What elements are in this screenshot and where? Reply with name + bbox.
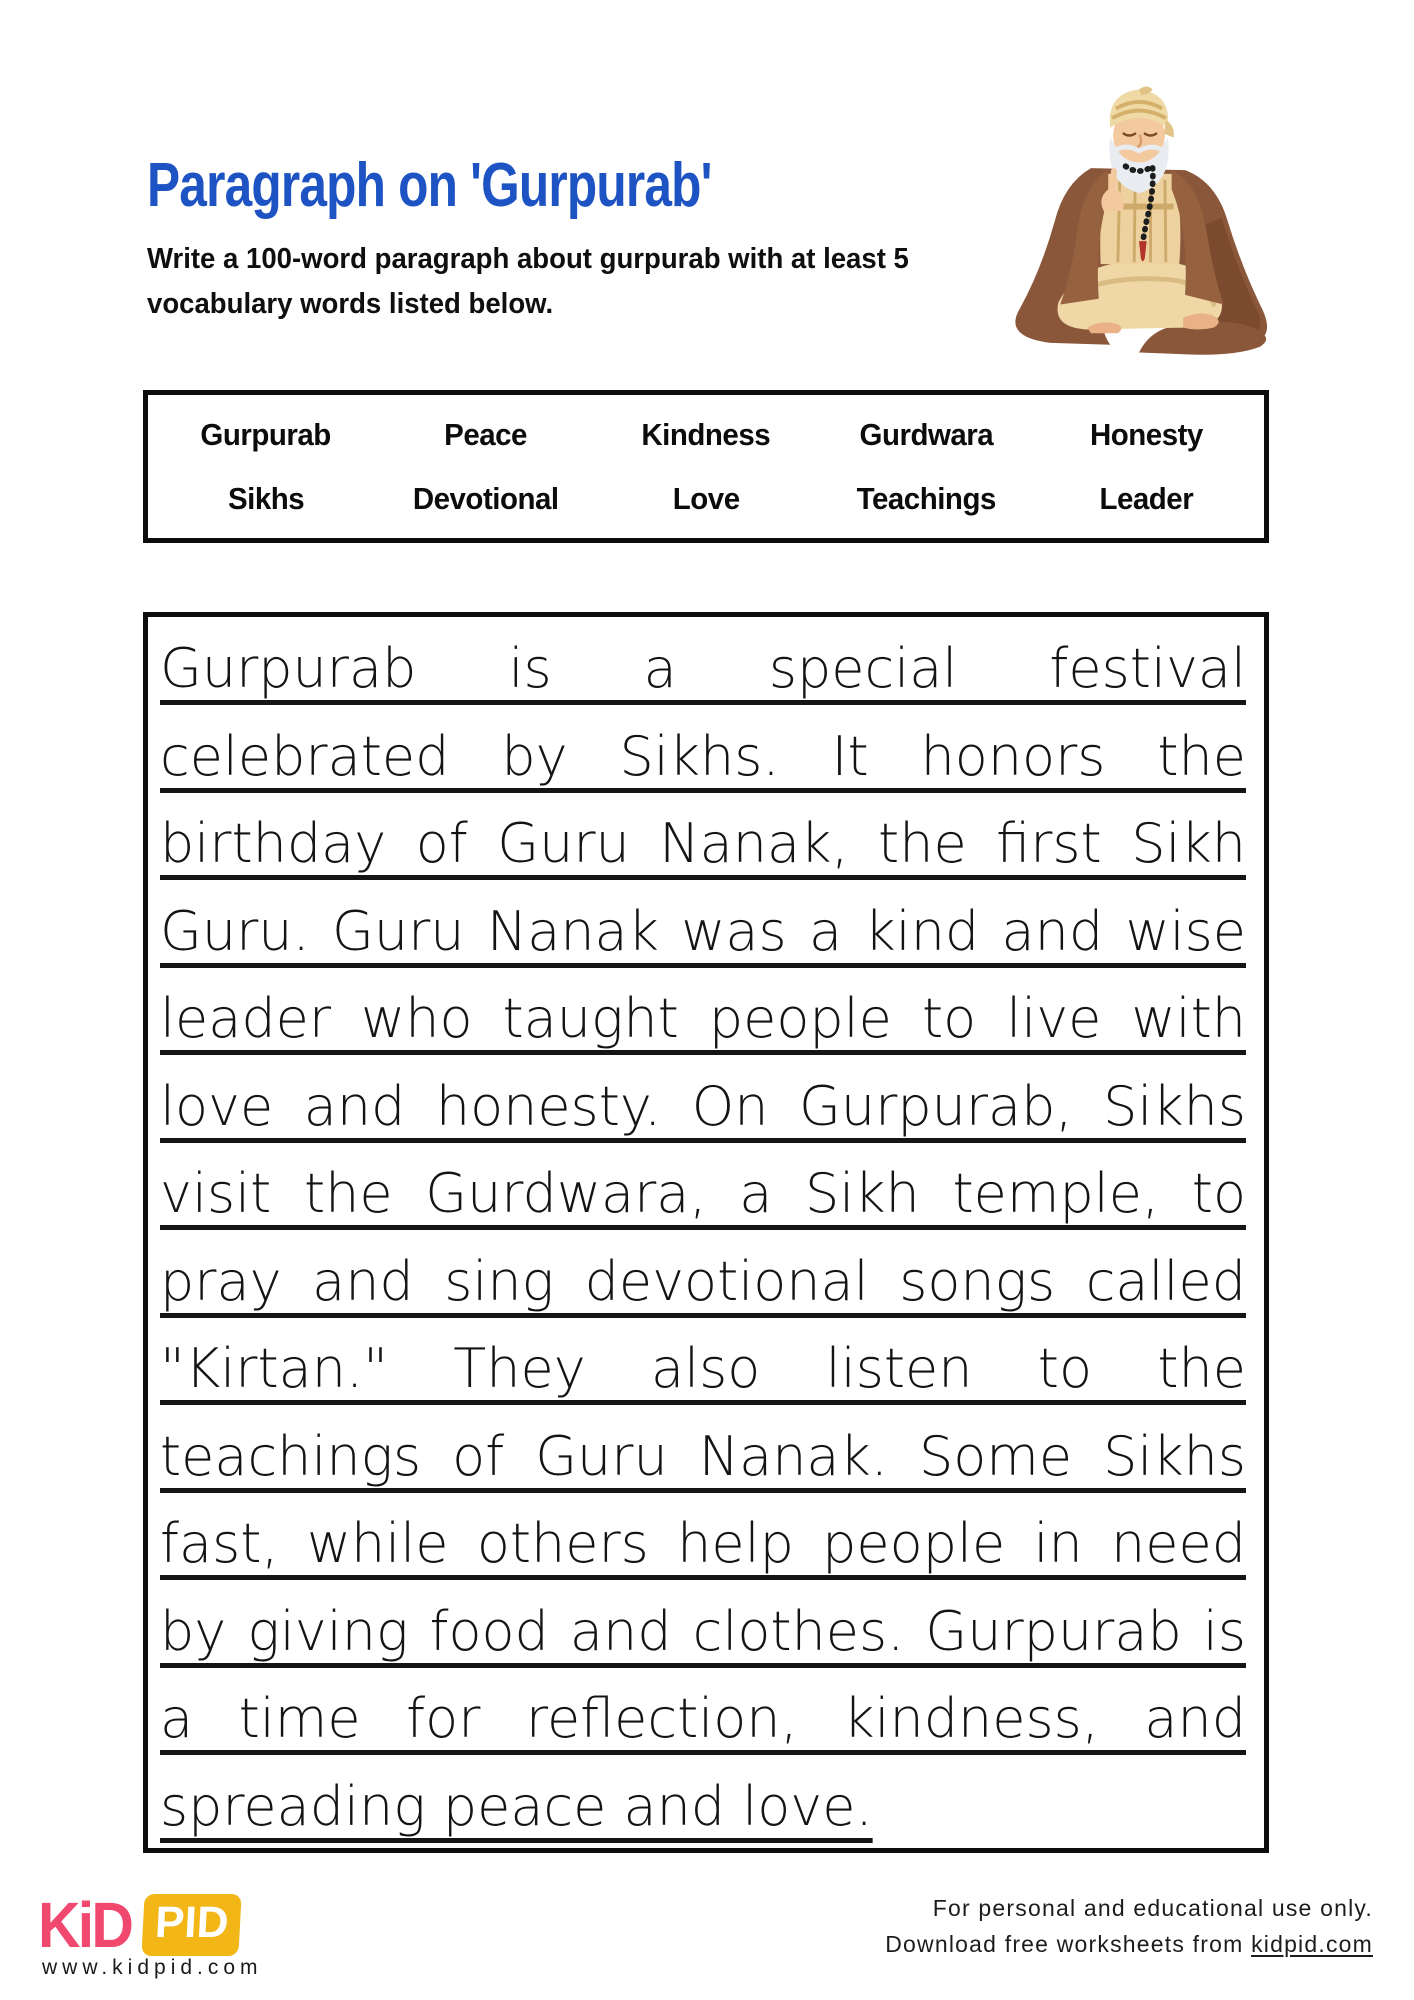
page-title: Paragraph on 'Gurpurab' bbox=[147, 151, 712, 220]
vocabulary-word: Leader bbox=[1099, 480, 1193, 516]
paragraph-box bbox=[143, 612, 1269, 1853]
paragraph-line: visit the Gurdwara, a Sikh temple, to bbox=[160, 1162, 1246, 1225]
vocabulary-word: Gurpurab bbox=[200, 416, 332, 452]
vocabulary-box bbox=[143, 390, 1269, 543]
instruction-line-2: vocabulary words listed below. bbox=[147, 288, 554, 320]
logo-pid-badge: PID bbox=[142, 1894, 243, 1956]
website-url: www.kidpid.com bbox=[42, 1956, 263, 1979]
kidpid-logo bbox=[38, 1888, 241, 1962]
paragraph-line: teachings of Guru Nanak. Some Sikhs bbox=[160, 1424, 1246, 1488]
paragraph-line: love and honesty. On Gurpurab, Sikhs bbox=[160, 1074, 1246, 1138]
instructions bbox=[147, 237, 907, 327]
kidpid-link[interactable]: kidpid.com bbox=[1251, 1931, 1373, 1957]
vocabulary-word: Peace bbox=[444, 416, 528, 452]
instruction-line-1: Write a 100-word paragraph about gurpurab with at least 5 bbox=[147, 243, 909, 275]
paragraph-line: Guru. Guru Nanak was a kind and wise bbox=[160, 899, 1246, 963]
header bbox=[147, 150, 907, 327]
vocabulary-word: Love bbox=[672, 480, 740, 516]
paragraph-line: a time for reflection, kindness, and bbox=[160, 1687, 1246, 1750]
paragraph-line: birthday of Guru Nanak, the first Sikh bbox=[160, 812, 1246, 875]
paragraph-line: by giving food and clothes. Gurpurab is bbox=[160, 1599, 1246, 1663]
paragraph-line: celebrated by Sikhs. It honors the bbox=[160, 724, 1246, 788]
usage-note bbox=[885, 1890, 1373, 1962]
logo-kid-text: KiD bbox=[38, 1889, 132, 1961]
paragraph-line: "Kirtan." They also listen to the bbox=[160, 1337, 1246, 1400]
guru-nanak-illustration bbox=[995, 76, 1283, 364]
guru-nanak-svg bbox=[995, 76, 1283, 364]
paragraph-line: spreading peace and love. bbox=[160, 1774, 873, 1838]
vocabulary-word: Gurdwara bbox=[859, 416, 993, 452]
vocabulary-word: Teachings bbox=[856, 480, 996, 516]
usage-note-line-2: Download free worksheets from bbox=[885, 1931, 1244, 1957]
vocabulary-word: Kindness bbox=[641, 416, 771, 452]
paragraph-line: fast, while others help people in need bbox=[160, 1512, 1246, 1575]
vocabulary-word: Devotional bbox=[413, 480, 559, 516]
paragraph-line: pray and sing devotional songs called bbox=[160, 1249, 1246, 1313]
vocabulary-word: Honesty bbox=[1089, 416, 1203, 452]
paragraph-line: Gurpurab is a special festival bbox=[160, 637, 1246, 700]
vocabulary-word: Sikhs bbox=[227, 480, 305, 516]
usage-note-line-1: For personal and educational use only. bbox=[932, 1895, 1373, 1921]
paragraph-line: leader who taught people to live with bbox=[160, 987, 1246, 1050]
